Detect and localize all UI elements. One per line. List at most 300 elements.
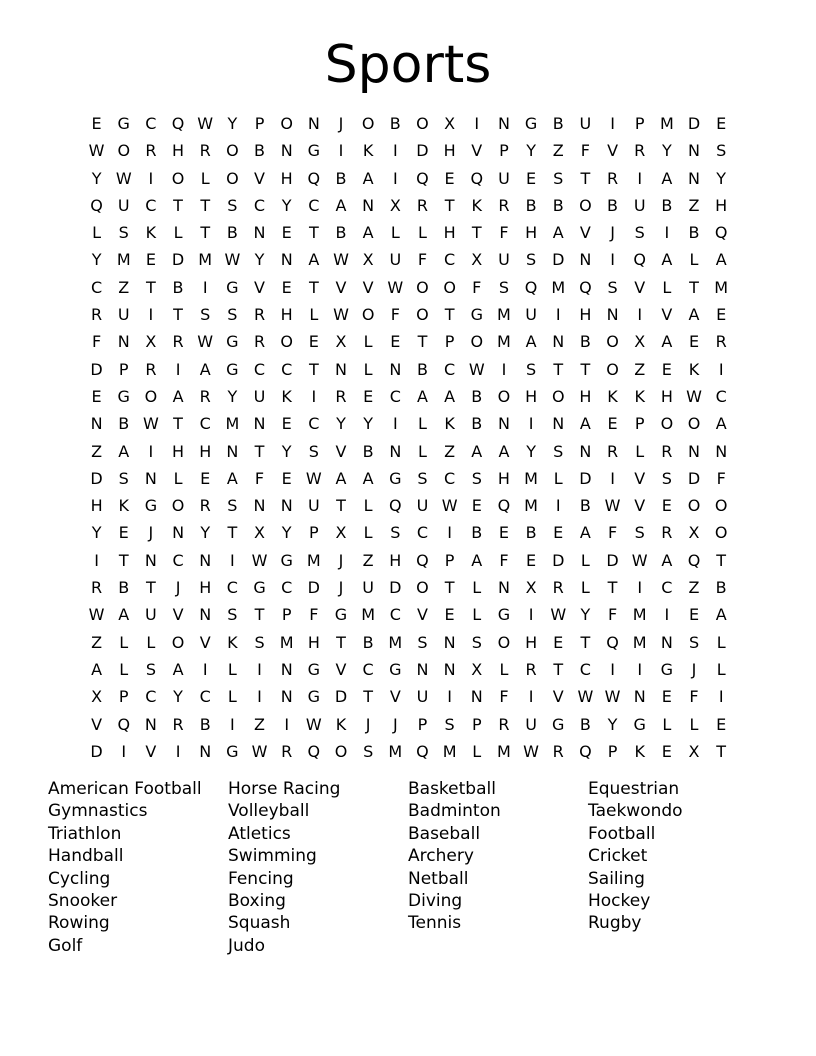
grid-letter: C [226,578,238,598]
grid-letter: V [416,605,428,625]
grid-letter: L [173,223,183,243]
grid-letter: E [553,632,564,652]
grid-letter: H [715,195,728,215]
grid-letter: W [550,605,567,625]
grid-letter: D [171,250,185,270]
grid-row [83,683,735,710]
grid-letter: J [365,714,371,734]
grid-letter: W [686,386,702,406]
grid-letter: A [579,414,591,434]
grid-letter: X [389,195,401,215]
grid-letter: H [307,632,320,652]
grid-letter: P [281,605,292,625]
grid-letter: S [688,632,700,652]
grid-letter: Q [687,550,701,570]
grid-row [83,438,735,465]
grid-letter: T [173,195,183,215]
grid-letter: Q [307,741,321,761]
grid-letter: I [257,659,262,679]
word-item: Boxing [228,890,286,911]
grid-letter: J [392,714,398,734]
grid-letter: H [280,305,293,325]
grid-letter: N [144,714,157,734]
grid-letter: G [389,659,402,679]
grid-letter: U [633,195,646,215]
grid-letter: O [361,305,375,325]
grid-letter: N [90,414,103,434]
grid-letter: E [716,714,727,734]
word-item: Cricket [588,846,648,867]
grid-letter: C [715,386,727,406]
grid-letter: L [119,632,129,652]
grid-letter: O [361,114,375,133]
grid-letter: C [199,687,211,707]
grid-letter: Q [714,223,728,243]
grid-letter: H [90,496,103,516]
grid-letter: G [226,359,239,379]
grid-letter: R [606,441,619,461]
grid-letter: U [498,168,510,188]
grid-letter: M [524,468,538,488]
grid-letter: Q [497,496,511,516]
grid-letter: X [688,741,700,761]
grid-letter: K [118,496,129,516]
grid-letter: J [338,578,344,598]
grid-letter: E [390,332,401,352]
grid-letter: U [253,386,266,406]
grid-letter: I [148,305,154,325]
grid-letter: N [688,141,700,161]
grid-row [83,356,735,383]
grid-letter: O [497,632,511,652]
grid-letter: C [145,687,157,707]
grid-letter: E [471,496,482,516]
grid-letter: X [254,523,265,543]
grid-letter: Y [716,168,727,188]
grid-letter: L [716,659,726,679]
grid-letter: S [716,141,727,161]
grid-letter: V [552,687,564,707]
grid-letter: J [610,223,615,243]
grid-letter: R [498,714,510,734]
grid-letter: Y [227,386,238,406]
grid-letter: Q [633,250,646,270]
grid-letter: U [117,195,130,215]
grid-letter: N [552,414,565,434]
grid-letter: L [689,250,699,270]
grid-letter: T [254,605,265,625]
grid-letter: Z [552,141,564,161]
grid-letter: G [470,305,483,325]
word-item: Rugby [588,913,642,934]
grid-letter: N [172,523,185,543]
grid-letter: U [416,496,429,516]
grid-letter: O [280,114,293,133]
grid-letter: W [604,496,621,516]
grid-letter: S [200,305,211,325]
grid-letter: T [336,496,346,516]
word-item: Diving [408,890,463,911]
grid-letter: U [416,687,429,707]
grid-letter: P [634,114,645,133]
grid-letter: B [552,114,564,133]
grid-letter: S [526,359,537,379]
grid-row [83,192,735,219]
grid-letter: C [308,195,320,215]
grid-letter: I [610,659,615,679]
grid-letter: H [443,223,456,243]
grid-letter: N [144,468,157,488]
word-item: Tennis [408,913,462,934]
grid-letter: M [524,496,538,516]
grid-letter: X [335,523,347,543]
word-item: Gymnastics [48,801,148,822]
grid-letter: E [281,414,292,434]
grid-letter: F [254,468,265,488]
grid-letter: K [227,632,238,652]
grid-letter: N [280,687,293,707]
grid-letter: L [716,632,726,652]
grid-letter: L [173,468,183,488]
grid-letter: V [471,141,483,161]
grid-letter: S [118,223,129,243]
grid-row [83,465,735,492]
grid-letter: T [363,687,374,707]
grid-letter: G [633,714,646,734]
grid-letter: I [474,114,480,133]
grid-row [83,328,735,355]
grid-letter: H [497,468,510,488]
grid-letter: G [117,114,130,133]
grid-letter: K [362,141,374,161]
grid-letter: J [175,578,181,598]
grid-letter: B [471,523,483,543]
grid-row [83,410,735,437]
grid-letter: M [388,632,403,652]
grid-letter: Q [389,496,402,516]
grid-letter: T [553,659,564,679]
grid-letter: T [118,550,129,570]
grid-letter: C [416,523,429,543]
grid-letter: Q [171,114,185,133]
grid-letter: N [497,114,510,133]
grid-letter: A [715,250,727,270]
grid-letter: L [472,578,482,598]
grid-letter: D [687,468,701,488]
grid-letter: W [251,550,268,570]
grid-letter: D [552,250,565,270]
grid-letter: D [307,578,320,598]
grid-letter: B [254,141,265,161]
grid-letter: T [689,277,699,297]
grid-letter: N [715,441,728,461]
grid-letter: N [199,550,212,570]
grid-letter: T [471,223,482,243]
grid-letter: F [607,605,618,625]
grid-letter: U [117,305,130,325]
grid-letter: Y [281,441,292,461]
grid-letter: B [715,578,727,598]
grid-letter: G [226,741,239,761]
grid-letter: K [471,195,483,215]
grid-letter: G [117,386,130,406]
grid-letter: P [118,359,129,379]
grid-letter: A [471,441,483,461]
grid-letter: E [145,250,156,270]
grid-letter: S [471,468,482,488]
grid-letter: S [553,168,564,188]
grid-letter: S [526,250,537,270]
grid-letter: Y [254,250,265,270]
grid-letter: B [471,414,483,434]
grid-letter: S [417,632,428,652]
grid-letter: T [146,578,156,598]
grid-letter: L [472,741,482,761]
grid-letter: T [308,277,319,297]
grid-letter: S [227,195,238,215]
grid-letter: N [253,496,266,516]
grid-row [83,219,735,246]
grid-letter: W [604,687,621,707]
grid-letter: M [551,277,566,297]
grid-letter: M [306,550,321,570]
grid-letter: O [171,632,185,652]
grid-letter: S [254,632,265,652]
grid-letter: N [253,223,266,243]
grid-letter: I [148,168,154,188]
grid-letter: O [714,496,728,516]
grid-letter: B [389,114,401,133]
grid-letter: E [200,468,211,488]
grid-letter: G [334,605,348,625]
grid-row [83,274,735,301]
grid-letter: S [607,277,618,297]
grid-letter: O [416,578,429,598]
grid-letter: O [606,332,619,352]
word-item: Basketball [408,779,496,799]
grid-letter: I [528,687,534,707]
word-column [48,778,228,957]
grid-letter: E [526,550,537,570]
grid-letter: B [607,195,619,215]
grid-letter: E [526,168,537,188]
grid-letter: I [555,496,561,516]
grid-letter: Y [526,141,536,161]
grid-letter: L [309,305,319,325]
grid-letter: N [606,305,619,325]
grid-letter: O [660,414,674,434]
grid-letter: R [91,578,103,598]
grid-row [83,492,735,519]
grid-letter: N [579,250,592,270]
grid-letter: L [635,441,645,461]
grid-letter: T [417,332,428,352]
grid-letter: E [444,605,455,625]
grid-letter: I [718,687,724,707]
grid-letter: S [227,305,238,325]
grid-letter: W [387,277,404,297]
grid-letter: N [443,632,456,652]
grid-letter: M [497,741,511,761]
grid-letter: R [172,714,184,734]
grid-letter: G [144,496,158,516]
grid-letter: C [444,468,456,488]
grid-letter: Y [91,250,102,270]
grid-letter: O [334,741,348,761]
grid-letter: A [416,386,428,406]
word-item: Archery [408,846,474,867]
word-column [588,778,768,957]
grid-letter: M [442,741,457,761]
grid-letter: D [334,687,348,707]
grid-letter: V [335,441,347,461]
grid-letter: R [145,141,157,161]
grid-letter: T [308,223,319,243]
grid-letter: X [335,332,347,352]
word-item: Squash [228,913,291,934]
grid-letter: O [226,141,239,161]
grid-letter: S [417,468,428,488]
grid-letter: O [144,386,158,406]
grid-letter: R [199,496,211,516]
grid-letter: A [91,659,103,679]
grid-letter: L [92,223,102,243]
grid-letter: Q [579,277,592,297]
grid-letter: A [552,223,564,243]
grid-letter: O [497,386,511,406]
grid-letter: R [416,195,429,215]
grid-letter: Y [661,141,672,161]
grid-letter: N [389,359,402,379]
grid-letter: X [688,523,700,543]
grid-letter: U [307,496,320,516]
grid-letter: R [552,578,564,598]
word-item: Equestrian [588,779,680,799]
grid-letter: T [444,305,455,325]
grid-letter: R [199,386,211,406]
grid-letter: N [307,114,320,133]
grid-row [83,137,735,164]
grid-letter: A [362,168,374,188]
grid-letter: V [254,277,265,297]
grid-letter: T [254,441,265,461]
grid-letter: Q [470,168,484,188]
grid-letter: F [309,605,319,625]
grid-letter: H [525,386,538,406]
grid-letter: I [637,578,643,598]
grid-letter: O [714,523,728,543]
grid-letter: B [579,496,591,516]
grid-letter: X [634,332,646,352]
grid-letter: C [444,359,456,379]
grid-letter: P [634,414,645,434]
grid-letter: L [363,359,373,379]
grid-letter: H [280,168,293,188]
grid-letter: T [336,632,346,652]
grid-letter: D [90,741,103,761]
word-bank [48,778,768,957]
grid-letter: W [88,141,105,161]
grid-letter: G [226,277,239,297]
grid-letter: F [580,141,590,161]
grid-letter: P [499,141,509,161]
grid-letter: N [199,605,212,625]
grid-letter: D [687,114,701,133]
grid-letter: I [447,687,452,707]
grid-letter: L [146,632,156,652]
grid-letter: G [307,141,321,161]
grid-letter: S [634,223,645,243]
grid-letter: Y [607,714,618,734]
grid-letter: S [227,605,238,625]
grid-letter: F [499,687,509,707]
word-item: Taekwondo [588,801,683,822]
grid-letter: I [392,141,398,161]
grid-letter: N [579,441,592,461]
grid-letter: M [225,414,240,434]
grid-letter: Q [416,741,429,761]
grid-letter: D [416,141,429,161]
grid-letter: B [118,414,130,434]
grid-letter: O [171,168,185,188]
grid-letter: L [227,687,237,707]
word-item: Sailing [588,868,645,889]
grid-letter: U [362,578,374,598]
grid-letter: S [227,496,238,516]
grid-letter: E [444,168,455,188]
grid-letter: Y [200,523,211,543]
grid-letter: W [142,414,159,434]
grid-letter: N [497,578,510,598]
grid-letter: I [637,168,643,188]
grid-letter: A [226,468,238,488]
grid-letter: M [116,250,131,270]
word-item: Handball [48,846,124,867]
grid-letter: P [309,523,319,543]
word-item: Netball [408,868,469,889]
grid-letter: T [553,359,564,379]
grid-letter: I [447,523,452,543]
grid-letter: B [525,195,537,215]
grid-letter: O [551,386,565,406]
grid-letter: J [338,114,344,133]
grid-letter: O [687,496,701,516]
grid-letter: C [199,414,211,434]
grid-letter: T [173,305,183,325]
grid-letter: Z [254,714,265,734]
grid-letter: T [200,223,211,243]
grid-letter: C [389,386,401,406]
grid-letter: M [361,605,376,625]
grid-letter: I [392,414,398,434]
grid-letter: N [497,414,510,434]
grid-letter: I [230,714,235,734]
grid-letter: S [390,523,401,543]
grid-letter: I [637,305,643,325]
grid-row [83,301,735,328]
grid-letter: N [688,168,700,188]
grid-row [83,519,735,546]
grid-letter: R [91,305,103,325]
grid-letter: V [579,223,591,243]
grid-letter: E [91,386,102,406]
grid-letter: H [579,386,592,406]
grid-letter: E [661,496,672,516]
grid-letter: X [444,114,456,133]
grid-letter: X [471,659,483,679]
grid-letter: E [688,332,700,352]
grid-row [83,711,735,738]
